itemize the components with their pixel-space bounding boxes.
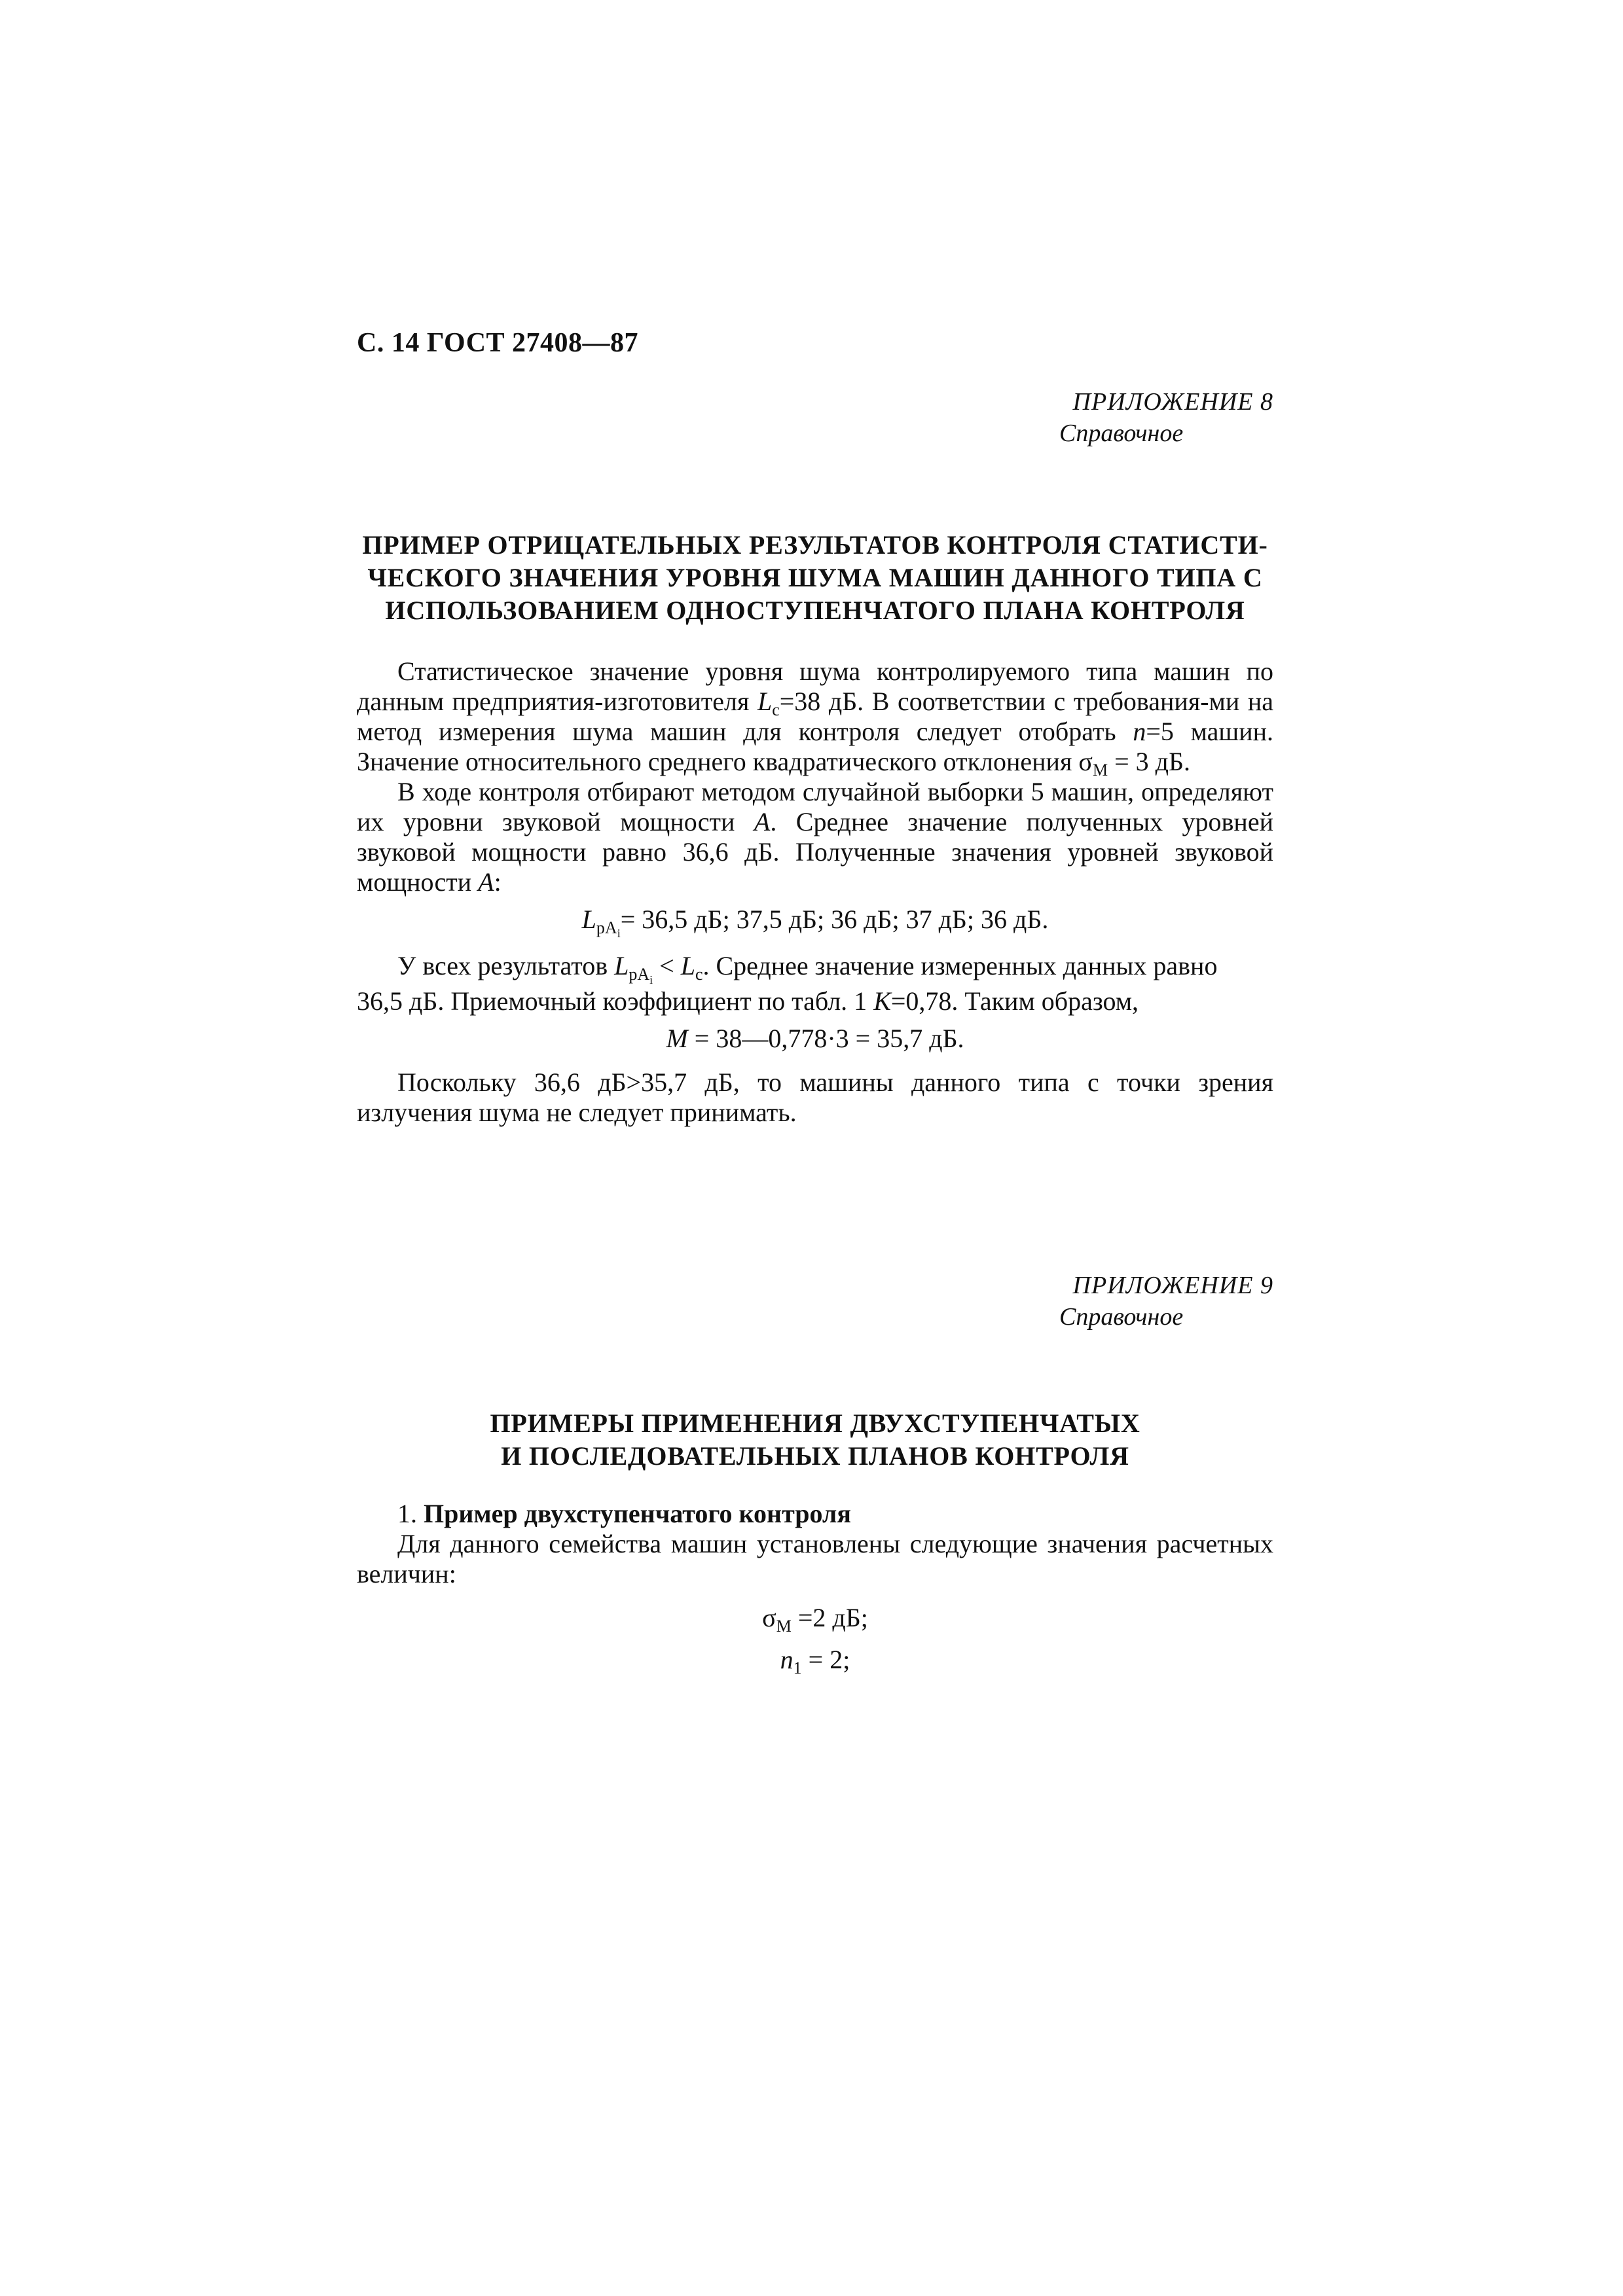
item-1-paragraph: Для данного семейства машин установлены следующие значения расчетных величин: [357,1529,1273,1588]
paragraph-4: Поскольку 36,6 дБ>35,7 дБ, то машины данного типа с точки зрения излучения шума не следует принимать. [357,1067,1273,1127]
section-8-title [357,529,1273,627]
appendix-9-label [917,1270,1273,1333]
page-header: С. 14 ГОСТ 27408—87 [357,328,639,358]
item-1-heading: 1. Пример двухступенчатого контроля [397,1499,852,1528]
appendix-8-title: ПРИЛОЖЕНИЕ 8 [1072,388,1273,416]
section-9-title-line: ПРИМЕРЫ ПРИМЕНЕНИЯ ДВУХСТУПЕНЧАТЫХ [490,1408,1140,1438]
formula-levels: $L_{pA_i}= 36,5$ дБ; 37,5 дБ; 36 дБ; 37 дБ; 36 дБ. [581,905,1049,940]
section-9-title [357,1407,1273,1473]
section-9-title-line: И ПОСЛЕДОВАТЕЛЬНЫХ ПЛАНОВ КОНТРОЛЯ [501,1441,1129,1471]
section-8-body [357,656,1273,1128]
section-8-title-line: ИСПОЛЬЗОВАНИЕМ ОДНОСТУПЕНЧАТОГО ПЛАНА КОНТРОЛЯ [385,596,1245,625]
paragraph-2: В ходе контроля отбирают методом случайной выборки 5 машин, определяют их уровни звуковой мощности A. Среднее значение полученных уровней звуковой мощности равно 36,6 дБ. Полученные значения уровней звуковой мощности A: [357,777,1273,897]
appendix-9-subtitle: Справочное [1059,1303,1184,1331]
section-8-title-line: ЧЕСКОГО ЗНАЧЕНИЯ УРОВНЯ ШУМА МАШИН ДАННОГО ТИПА С [367,563,1263,592]
formula-sigma: $\sigma_М =2$ дБ; [762,1603,868,1636]
formula-m: M = 38—0,778·3 = 35,7 дБ. [666,1024,964,1053]
section-8-title-line: ПРИМЕР ОТРИЦАТЕЛЬНЫХ РЕЗУЛЬТАТОВ КОНТРОЛЯ СТАТИСТИ- [362,530,1268,560]
formula-n1: $n_1 = 2$; [780,1645,850,1677]
section-9-body [357,1499,1273,1681]
appendix-9-title: ПРИЛОЖЕНИЕ 9 [1072,1272,1273,1299]
paragraph-1: Статистическое значение уровня шума контролируемого типа машин по данным предприятия-изготовителя $L_c=38$ дБ. В соответствии с требования-ми на метод измерения шума машин для контроля следует отобрать n=5 машин. Значение относительного среднего квадратического отклонения $\sigma_М = 3$ дБ. [357,656,1274,780]
appendix-8-label [917,386,1273,449]
appendix-8-subtitle: Справочное [1059,420,1184,447]
paragraph-3: У всех результатов $L_{pA_i} < L_c$. Среднее значение измеренных данных равно 36,5 дБ. Приемочный коэффициент по табл. 1 K=0,78. Таким образом, [357,951,1218,1016]
